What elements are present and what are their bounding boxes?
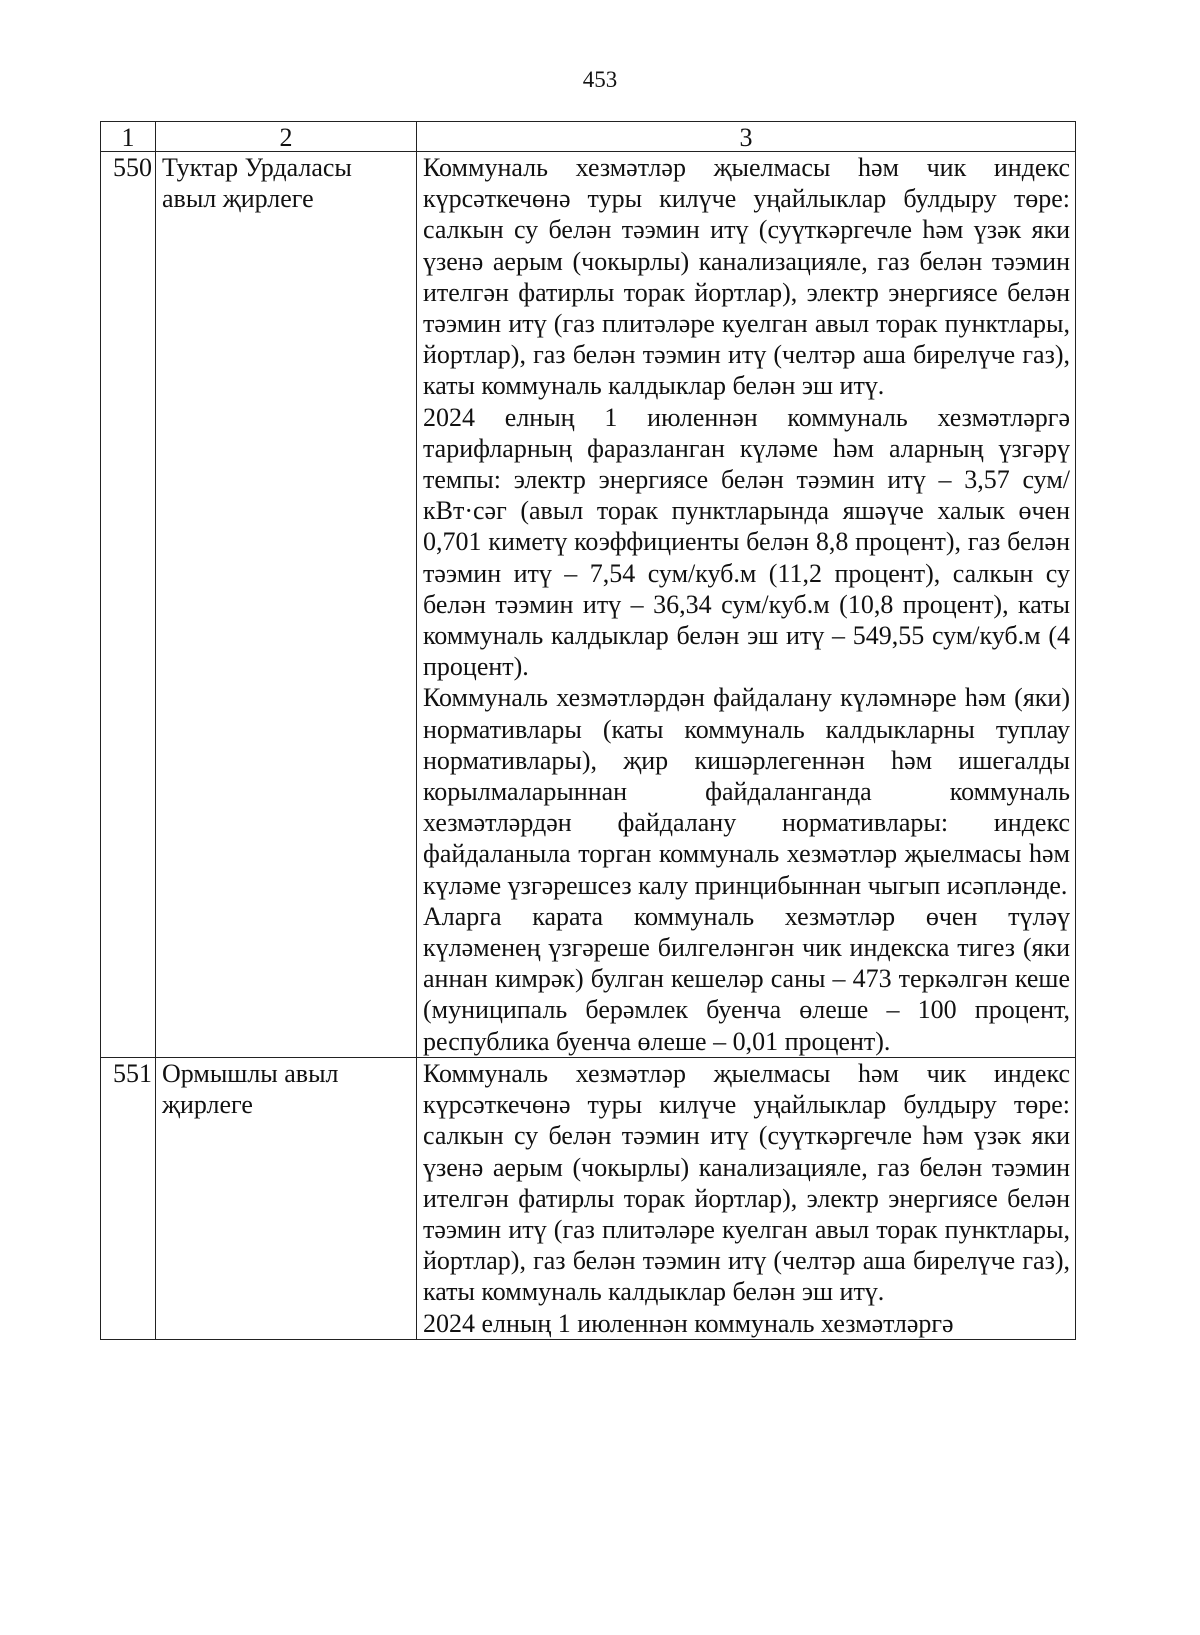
- description-paragraph: Коммуналь хезмәтләрдән файдалану күләмнәре һәм (яки) нормативлары (каты коммуналь калдыкларны туплау нормативлары), җир кишәрлегеннән һәм ишегалды корылмаларыннан файдаланганда коммуналь хезмәтләрдән файдалану нормативлары: индекс файдаланыла торган коммуналь хезмәтләр җыелмасы һәм күләме үзгәрешсез калу принцибыннан чыгып исәпләнде.: [423, 683, 1070, 900]
- settlement-name: Ормышлы авыл җирлеге: [156, 1057, 417, 1339]
- row-number: 551: [101, 1057, 156, 1339]
- table-header-cell: 3: [417, 122, 1076, 152]
- description-cell: [417, 152, 1076, 1058]
- description-cell: [417, 1057, 1076, 1339]
- description-paragraph: Аларга карата коммуналь хезмәтләр өчен түләү күләменең үзгәреше билгеләнгән чик индекска тигез (яки аннан кимрәк) булган кешеләр саны – 473 теркәлгән кеше (муниципаль берәмлек буенча өлеше – 100 процент, республика буенча өлеше – 0,01 процент).: [423, 901, 1070, 1056]
- description-paragraph: 2024 елның 1 июленнән коммуналь хезмәтләргә тарифларның фаразланган күләме һәм аларның үзгәрү темпы: электр энергиясе белән тәэмин итү – 3,57 сум/кВт·сәг (авыл торак пунктларында яшәүче халык өчен 0,701 киметү коэффициенты белән 8,8 процент), газ белән тәэмин итү – 7,54 сум/куб.м (11,2 процент), салкын су белән тәэмин итү – 36,34 сум/куб.м (10,8 процент), каты коммуналь калдыклар белән эш итү – 549,55 сум/куб.м (4 процент).: [423, 402, 1070, 682]
- description-paragraph: 2024 елның 1 июленнән коммуналь хезмәтләргә: [423, 1308, 954, 1338]
- settlement-name: Туктар Урдаласы авыл җирлеге: [156, 152, 417, 1058]
- table-header-cell: 1: [101, 122, 156, 152]
- data-table: [100, 121, 1076, 1340]
- description-paragraph: Коммуналь хезмәтләр җыелмасы һәм чик индекс күрсәткечөнә туры килүче уңайлыклар булдыру төре: салкын су белән тәэмин итү (суүткәргечле һәм үзәк яки үзенә аерым (чокырлы) канализацияле, газ белән тәэмин ителгән фатирлы торак йортлар), электр энергиясе белән тәэмин итү (газ плитәләре куелган авыл торак пунктлары, йортлар), газ белән тәэмин итү (челтәр аша бирелүче газ), каты коммуналь калдыклар белән эш итү.: [423, 153, 1070, 401]
- table-header-cell: 2: [156, 122, 417, 152]
- table-row: [101, 152, 1076, 1058]
- table-row: [101, 1057, 1076, 1339]
- description-paragraph: Коммуналь хезмәтләр җыелмасы һәм чик индекс күрсәткечөнә туры килүче уңайлыклар булдыру төре: салкын су белән тәэмин итү (суүткәргечле һәм үзәк яки үзенә аерым (чокырлы) канализацияле, газ белән тәэмин ителгән фатирлы торак йортлар), электр энергиясе белән тәэмин итү (газ плитәләре куелган авыл торак пунктлары, йортлар), газ белән тәэмин итү (челтәр аша бирелүче газ), каты коммуналь калдыклар белән эш итү.: [423, 1058, 1070, 1307]
- row-number: 550: [101, 152, 156, 1058]
- page-number: 453: [582, 67, 618, 92]
- table-header-row: [101, 122, 1076, 152]
